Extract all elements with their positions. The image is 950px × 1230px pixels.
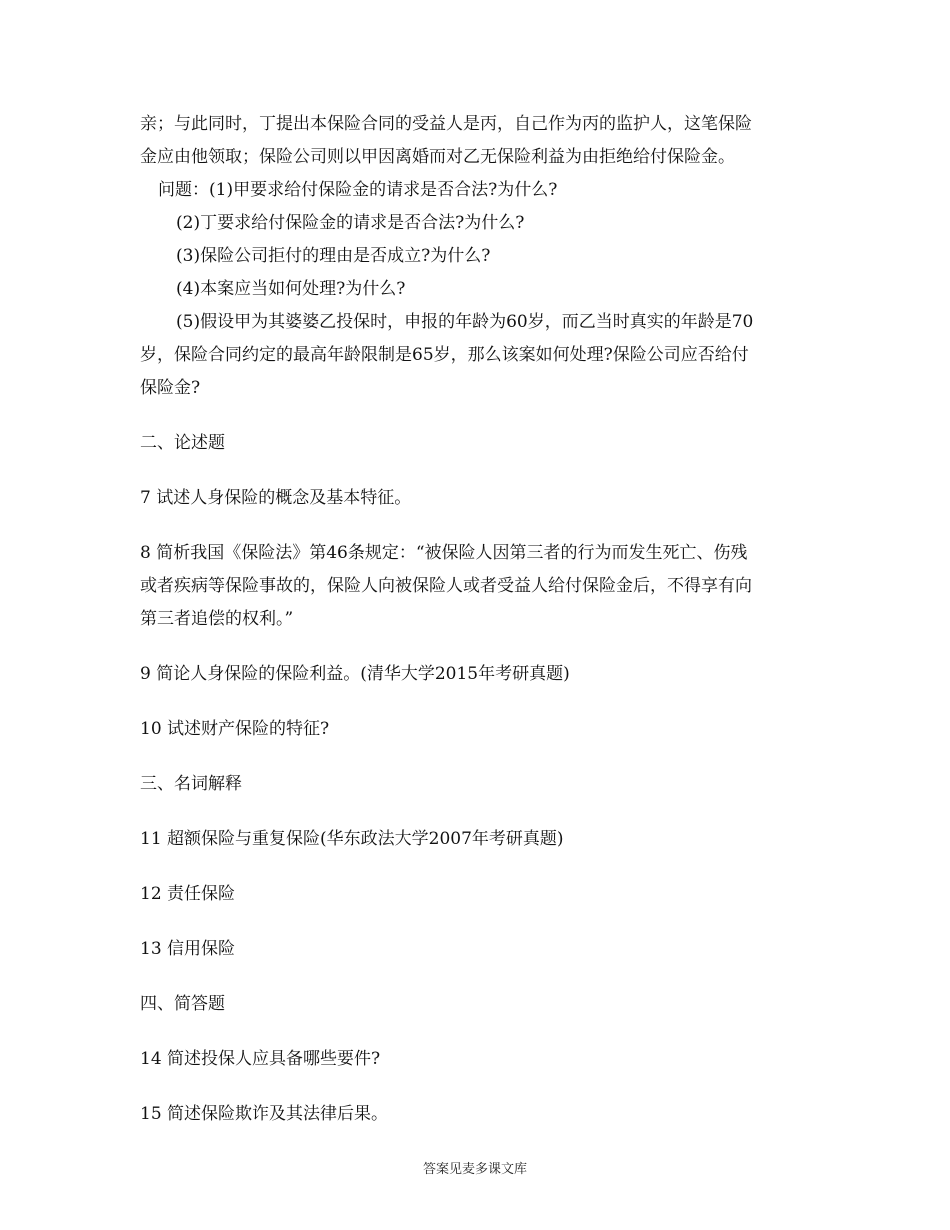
item-12: 12 责任保险 — [140, 884, 236, 904]
item-8-line-1: 8 简析我国《保险法》第46条规定：“被保险人因第三者的行为而发生死亡、伤残 — [140, 543, 748, 563]
item-10: 10 试述财产保险的特征? — [140, 719, 330, 739]
item-7: 7 试述人身保险的概念及基本特征。 — [140, 488, 412, 508]
section-heading-short-answer: 四、简答题 — [140, 994, 225, 1014]
section-heading-terms: 三、名词解释 — [140, 774, 242, 794]
question-5-line-3: 保险金? — [140, 378, 201, 398]
item-8-line-3: 第三者追偿的权利。” — [140, 609, 294, 629]
item-9: 9 简论人身保险的保险利益。(清华大学2015年考研真题) — [140, 664, 570, 684]
paragraph-continuation-line-1: 亲；与此同时，丁提出本保险合同的受益人是丙，自己作为丙的监护人，这笔保险 — [140, 114, 752, 134]
question-2: (2)丁要求给付保险金的请求是否合法?为什么? — [176, 213, 525, 233]
question-5-line-1: (5)假设甲为其婆婆乙投保时，申报的年龄为60岁，而乙当时真实的年龄是70 — [176, 312, 754, 332]
page-footer: 答案见麦多课文库 — [422, 1162, 527, 1177]
item-8-line-2: 或者疾病等保险事故的，保险人向被保险人或者受益人给付保险金后，不得享有向 — [140, 576, 752, 596]
item-11: 11 超额保险与重复保险(华东政法大学2007年考研真题) — [140, 829, 564, 849]
section-heading-essay: 二、论述题 — [140, 433, 225, 453]
question-1: 问题：(1)甲要求给付保险金的请求是否合法?为什么? — [158, 180, 558, 200]
question-3: (3)保险公司拒付的理由是否成立?为什么? — [176, 246, 491, 266]
item-15: 15 简述保险欺诈及其法律后果。 — [140, 1104, 389, 1124]
item-14: 14 简述投保人应具备哪些要件? — [140, 1049, 381, 1069]
item-13: 13 信用保险 — [140, 939, 236, 959]
paragraph-continuation-line-2: 金应由他领取；保险公司则以甲因离婚而对乙无保险利益为由拒绝给付保险金。 — [140, 147, 735, 167]
question-4: (4)本案应当如何处理?为什么? — [176, 279, 406, 299]
question-5-line-2: 岁，保险合同约定的最高年龄限制是65岁，那么该案如何处理?保险公司应否给付 — [140, 345, 749, 365]
document-body — [140, 108, 812, 1131]
